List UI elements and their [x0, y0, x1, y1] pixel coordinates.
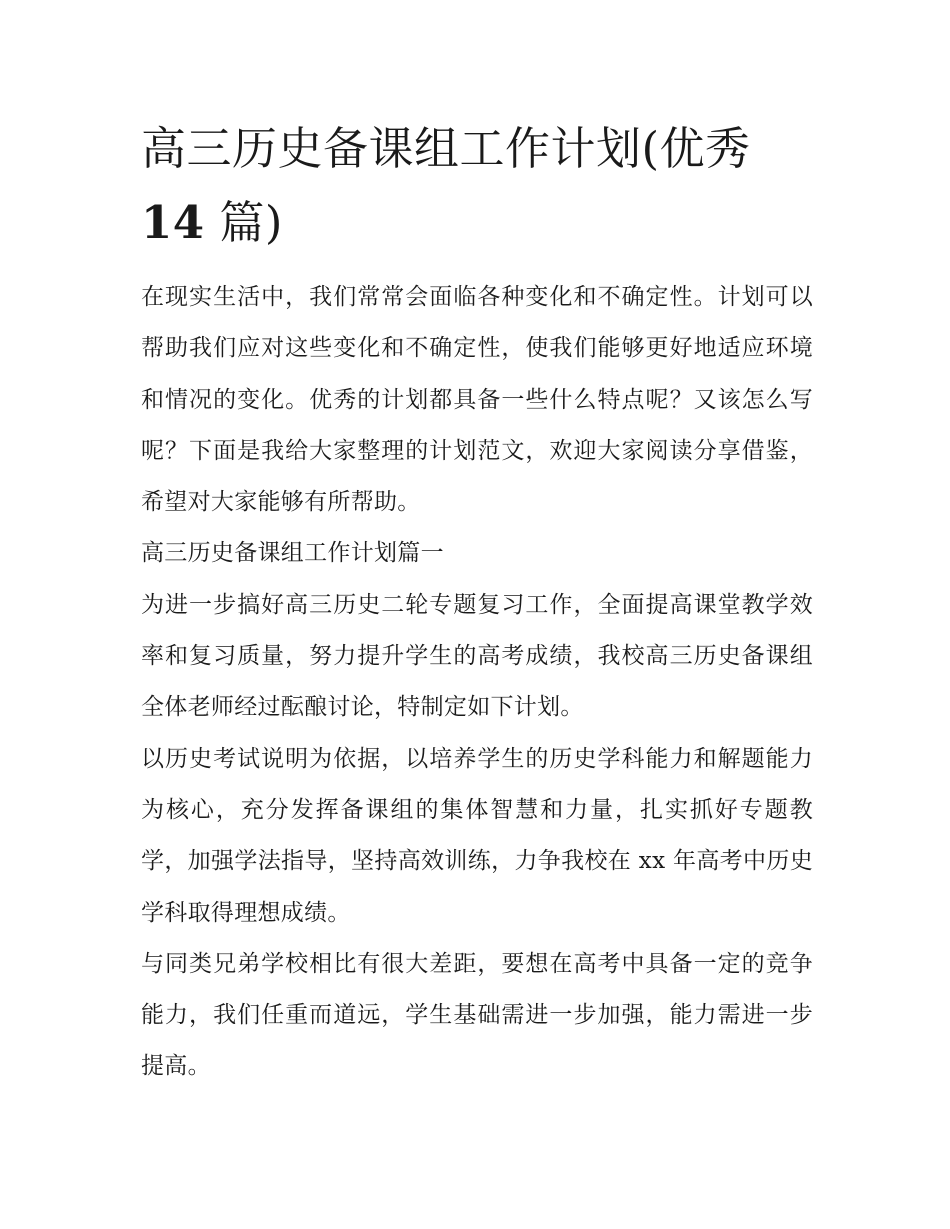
body-paragraph: 为进一步搞好高三历史二轮专题复习工作，全面提高课堂教学效率和复习质量，努力提升学生的高考成绩，我校高三历史备课组全体老师经过酝酿讨论，特制定如下计划。 [141, 591, 813, 721]
title-text-main: 高三历史备课组工作计划(优秀 [141, 122, 751, 175]
document-title [141, 112, 813, 260]
body-paragraph: 与同类兄弟学校相比有很大差距，要想在高考中具备一定的竞争能力，我们任重而道远，学生基础需进一步加强，能力需进一步提高。 [141, 950, 813, 1080]
title-count: 14 [141, 196, 205, 249]
body-paragraph: 以历史考试说明为依据，以培养学生的历史学科能力和解题能力为核心，充分发挥备课组的集体智慧和力量，扎实抓好专题教学，加强学法指导，坚持高效训练，力争我校在 xx 年高考中历史学科取得理想成绩。 [141, 745, 813, 926]
title-suffix: 篇) [204, 196, 283, 249]
document-body [141, 112, 813, 1093]
intro-paragraph: 在现实生活中，我们常常会面临各种变化和不确定性。计划可以帮助我们应对这些变化和不确定性，使我们能够更好地适应环境和情况的变化。优秀的计划都具备一些什么特点呢？又该怎么写呢？下面是我给大家整理的计划范文，欢迎大家阅读分享借鉴，希望对大家能够有所帮助。 [141, 284, 813, 516]
section-heading: 高三历史备课组工作计划篇一 [141, 540, 444, 567]
